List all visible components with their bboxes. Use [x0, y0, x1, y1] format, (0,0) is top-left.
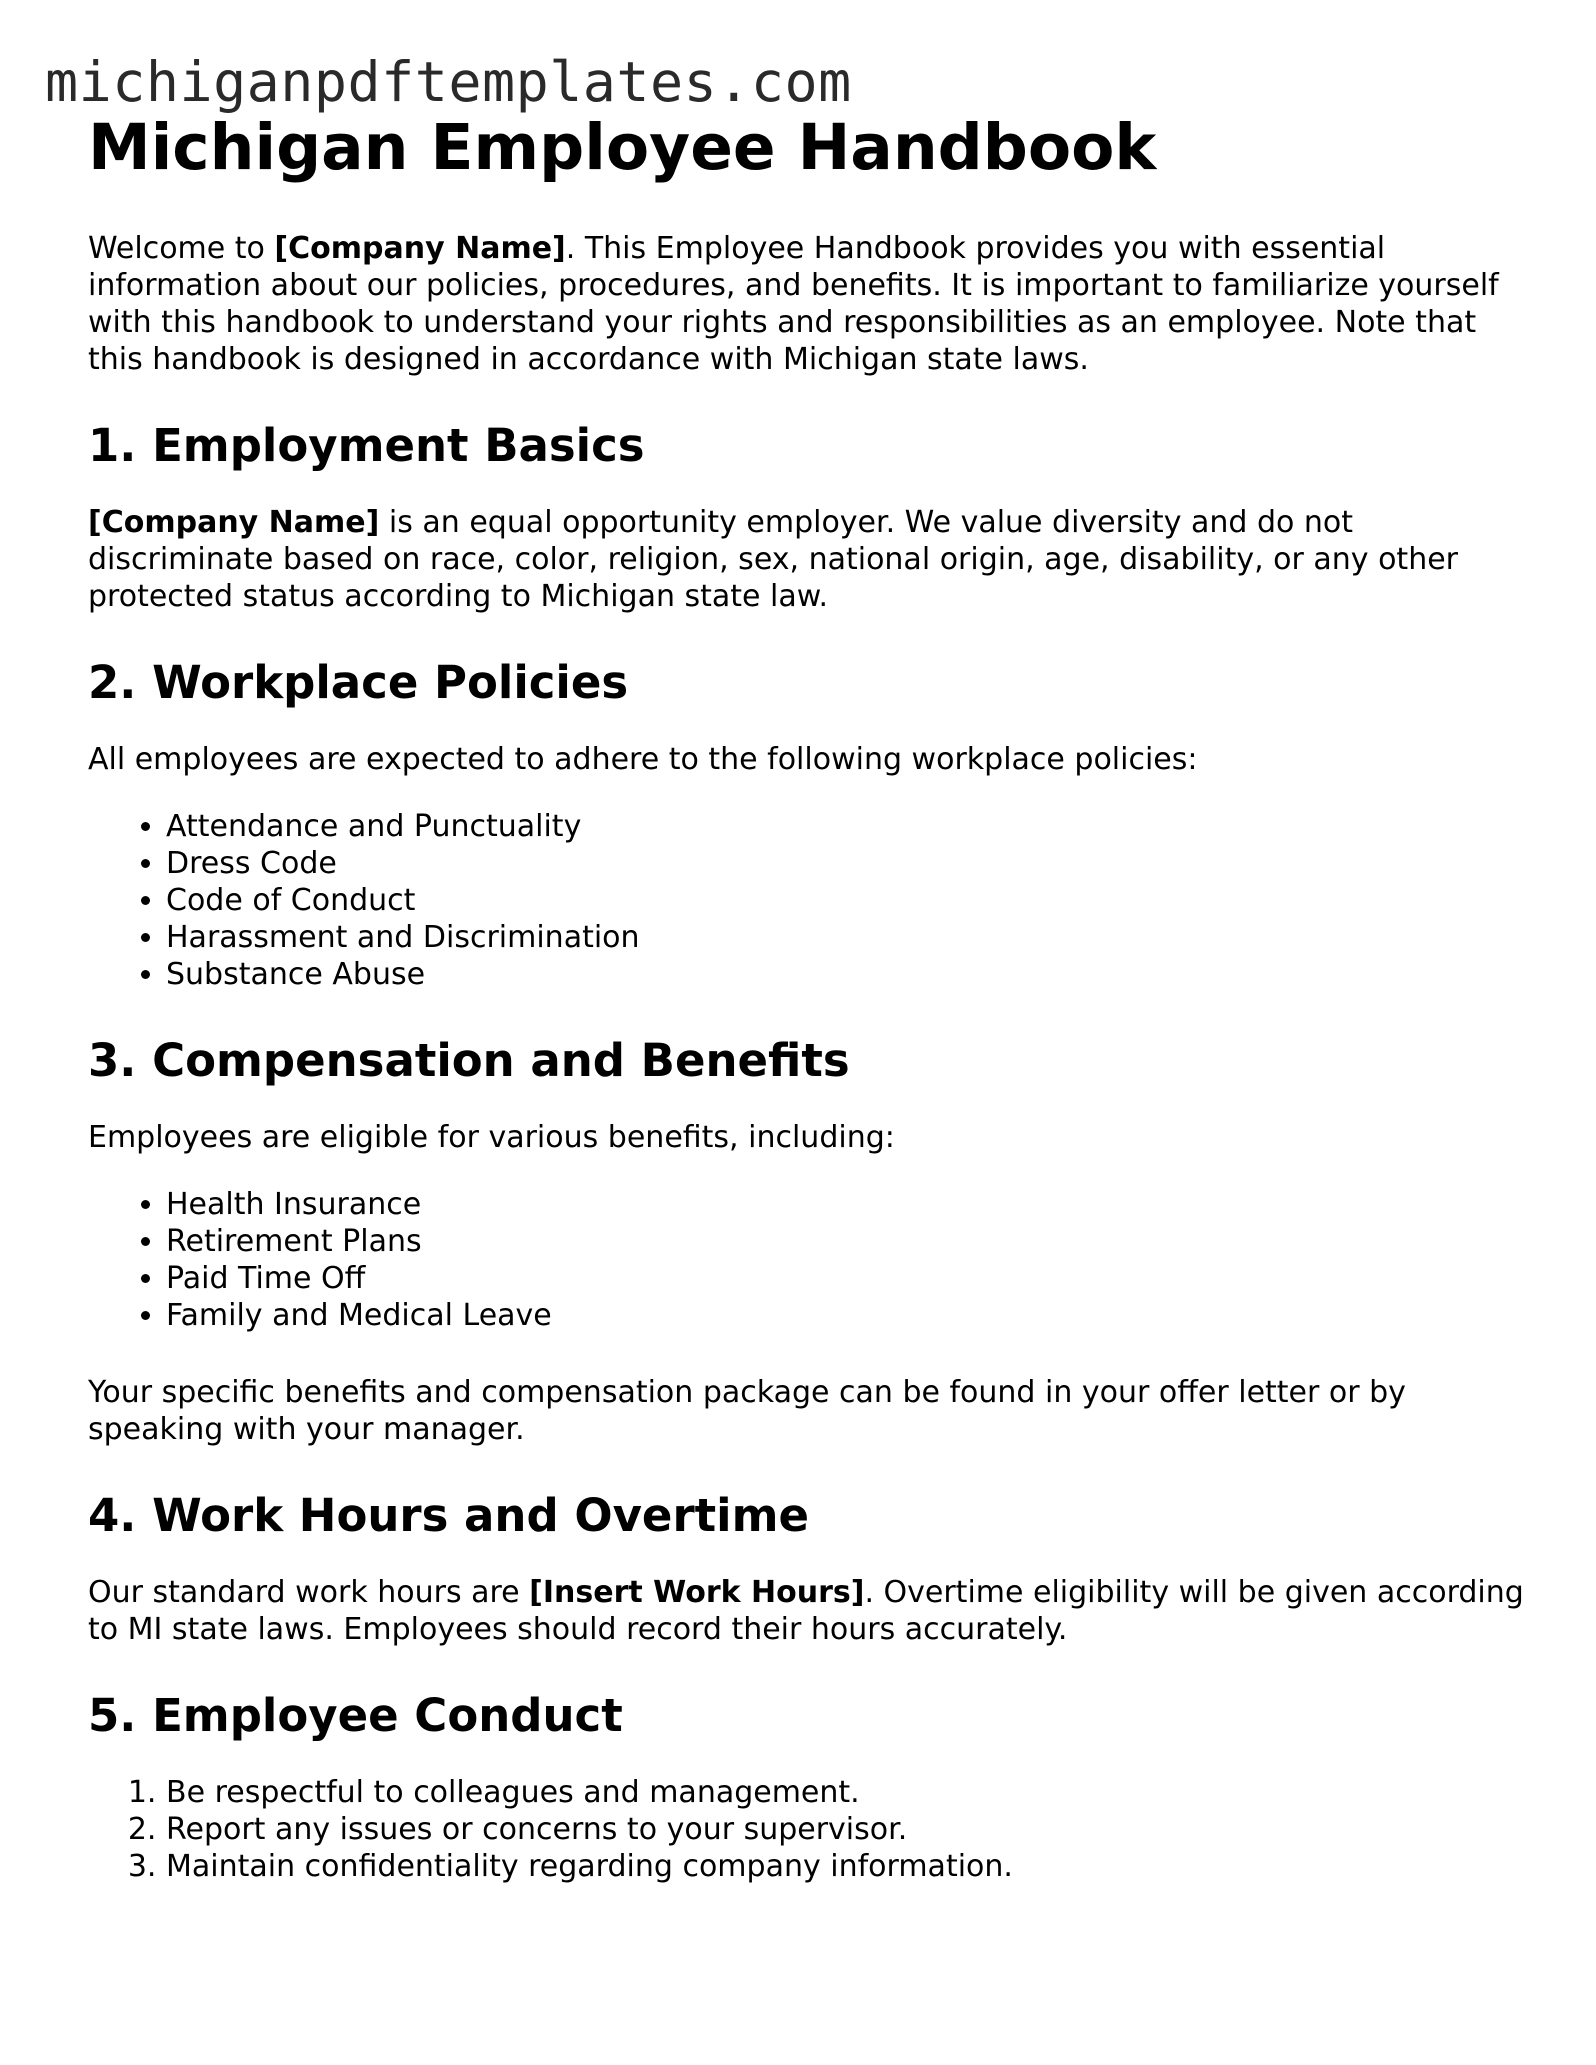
section-heading-employment-basics: 1. Employment Basics	[88, 419, 645, 472]
list-item: • Dress Code	[166, 845, 1538, 882]
list-item: • Substance Abuse	[166, 956, 1538, 993]
list-item: • Retirement Plans	[166, 1223, 1538, 1260]
company-name-placeholder: [Company Name]	[274, 231, 566, 266]
work-hours-suffix: . Overtime eligibility will be given according to MI state laws. Employees should record their hours accurately.	[88, 1575, 1524, 1647]
section-heading-workplace-policies: 2. Workplace Policies	[88, 656, 629, 709]
page-title: Michigan Employee Handbook	[88, 111, 1157, 184]
list-item: • Harassment and Discrimination	[166, 919, 1538, 956]
benefits-intro: Employees are eligible for various benefits, including:	[88, 1120, 895, 1155]
employment-basics-paragraph	[88, 504, 1538, 615]
work-hours-paragraph	[88, 1574, 1538, 1648]
workplace-policies-list	[88, 808, 1538, 993]
intro-prefix: Welcome to	[88, 231, 275, 266]
section-heading-work-hours: 4. Work Hours and Overtime	[88, 1489, 809, 1542]
list-item: 2. Report any issues or concerns to your supervisor.	[166, 1811, 1538, 1848]
list-item: 1. Be respectful to colleagues and management.	[166, 1774, 1538, 1811]
document-body	[88, 108, 1538, 1925]
employment-basics-text: is an equal opportunity employer. We value diversity and do not discriminate based on race, color, religion, sex, national origin, age, disability, or any other protected status according to Michigan state law.	[88, 505, 1458, 614]
benefits-list	[88, 1186, 1538, 1334]
workplace-policies-intro: All employees are expected to adhere to the following workplace policies:	[88, 742, 1198, 777]
list-item: • Paid Time Off	[166, 1260, 1538, 1297]
section-heading-compensation-benefits: 3. Compensation and Benefits	[88, 1034, 850, 1087]
list-item: • Health Insurance	[166, 1186, 1538, 1223]
section-heading-employee-conduct: 5. Employee Conduct	[88, 1689, 623, 1742]
company-name-placeholder: [Company Name]	[88, 505, 380, 540]
list-item: • Family and Medical Leave	[166, 1297, 1538, 1334]
watermark: michiganpdftemplates.com	[45, 50, 852, 114]
list-item: • Attendance and Punctuality	[166, 808, 1538, 845]
benefits-note: Your specific benefits and compensation package can be found in your offer letter or by speaking with your manager.	[88, 1375, 1406, 1447]
work-hours-prefix: Our standard work hours are	[88, 1575, 530, 1610]
intro-paragraph	[88, 230, 1538, 378]
employee-conduct-list	[88, 1774, 1538, 1885]
list-item: 3. Maintain confidentiality regarding company information.	[166, 1848, 1538, 1885]
intro-suffix: . This Employee Handbook provides you with essential information about our policies, procedures, and benefits. It is important to familiarize yourself with this handbook to understand your rights and responsibilities as an employee. Note that this handbook is designed in accordance with Michigan state laws.	[88, 231, 1499, 377]
list-item: • Code of Conduct	[166, 882, 1538, 919]
work-hours-placeholder: [Insert Work Hours]	[529, 1575, 865, 1610]
